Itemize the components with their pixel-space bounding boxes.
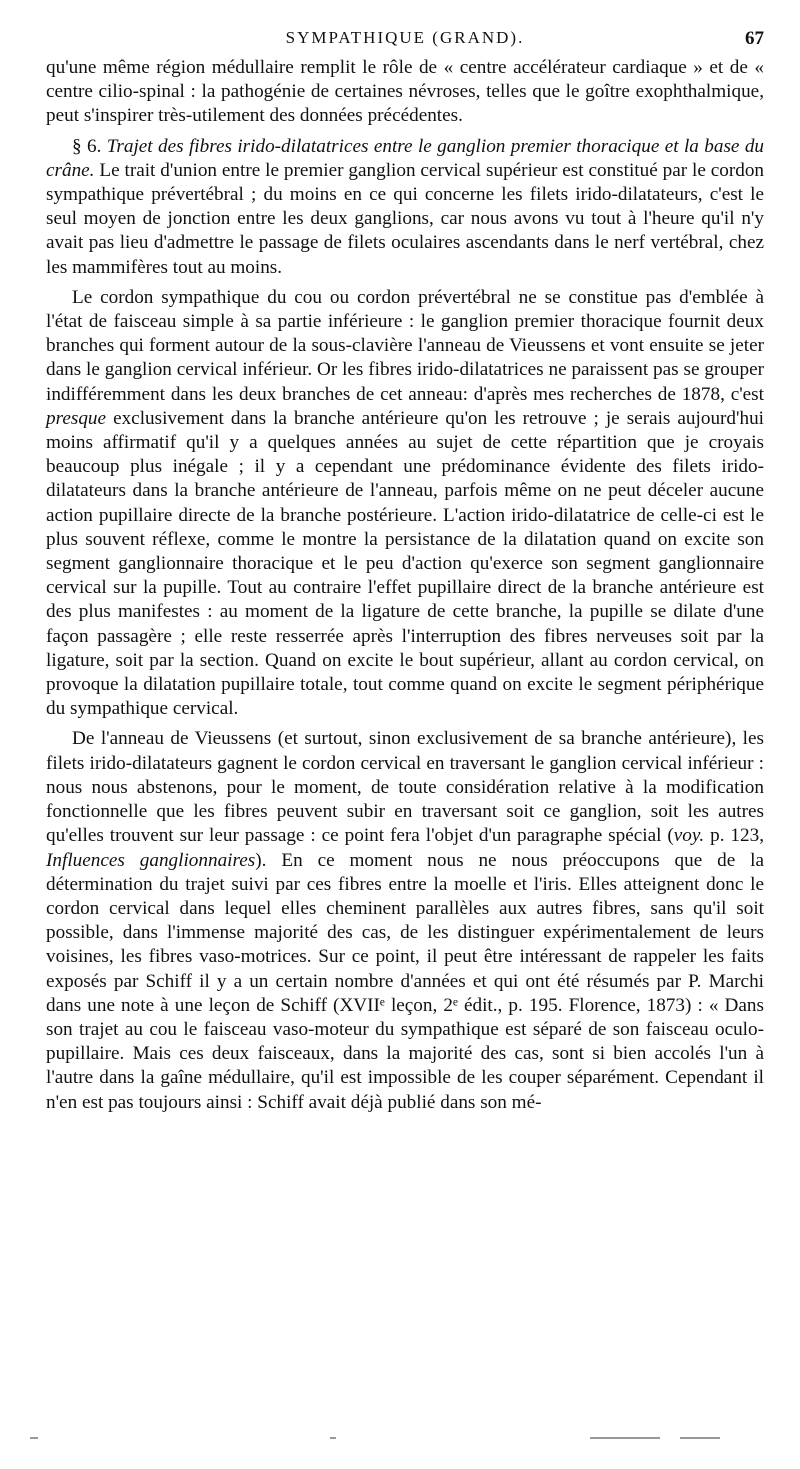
scan-speck — [30, 1437, 38, 1439]
running-head — [46, 28, 764, 56]
running-title: SYMPATHIQUE (GRAND). — [285, 28, 525, 47]
reference-page: p. 123, — [710, 825, 764, 847]
paragraph-cordon-sympathique — [46, 286, 764, 722]
page-number: 67 — [745, 28, 764, 49]
paragraph-text: qu'une même région médullaire remplit le rôle de « centre accélérateur cardiaque » et de « centre cilio-spinal : la pathogénie de certaines névroses, telles que le goître exophthalmique, peut s'inspirer très-utilement des données précédentes. — [46, 57, 764, 127]
paragraph-text: Le trait d'union entre le premier ganglion cervical supérieur est constitué par le cordon sympathique prévertébral ; du moins en ce qui concerne les filets irido-dilatateurs, c'est le seul moyen de jonction entre les deux ganglions, car nous avons vu tout à l'heure qu'il n'y avait pas lieu d'admettre le passage de filets oculaires ascendants dans le nerf vertébral, chez les mammifères tout au moins. — [46, 159, 765, 278]
paragraph-text-after: exclusivement dans la branche antérieure qu'on les retrouve ; je serais aujourd'hui moins affirmatif qu'il y a quelques années au sujet de cette répartition que je croyais beaucoup plus inégale ; il y a cependant une prédominance évidente des filets irido-dilatateurs dans la branche antérieure de l'anneau, parfois même on ne peut déceler aucune action pupillaire directe de la branche postérieure. L'action irido-dilatatrice de celle-ci est le plus souvent réflexe, comme le montre la persistance de la dilatation quand on excite son segment ganglionnaire thoracique et le peu d'action qu'exerce son segment ganglionnaire cervical sur la pupille. Tout au contraire l'effet pupillaire direct de la branche antérieure est des plus manifestes : au moment de la ligature de cette branche, la pupille se dilate d'une façon passagère ; elle reste resserrée après l'interruption des fibres nerveuses soit par la ligature, soit par la section. Quand on excite le bout supérieur, allant au cordon cervical, on provoque la dilatation pupillaire totale, tout comme quand on excite le segment périphérique du sympathique cervical. — [46, 407, 764, 720]
scan-speck — [330, 1437, 336, 1439]
section-heading: Trajet des fibres irido-dilatatrices entre le ganglion premier thoracique et la base du crâne. — [46, 135, 765, 181]
paragraph-text-after: ). En ce moment nous ne nous préoccupons que de la détermination du trajet suivi par ces fibres entre la moelle et l'iris. Elles atteignent donc le cordon cervical dans lequel elles cheminent parallèles aux autres fibres, sans qu'il soit possible, dans l'immense majorité des cas, de les distinguer expérimentalement de leurs voisines, les fibres vaso-motrices. Sur ce point, il peut être intéressant de rappeler les faits exposés par Schiff il y a un certain nombre d'années et qui ont été résumés par P. Marchi dans une note à une leçon de Schiff (XVIIᵉ leçon, 2ᵉ édit., p. 195. Florence, 1873) : « Dans son trajet au cou le faisceau vaso-moteur du sympathique est séparé de son faisceau oculo-pupillaire. Mais ces deux faisceaux, dans la majorité des cas, sont si bien accolés l'un à l'autre dans la gaîne médullaire, qu'il est impossible de les couper séparément. Cependant il n'en est pas toujours ainsi : Schiff avait déjà publié dans son mé- — [46, 849, 764, 1113]
section-number: § 6. — [72, 135, 102, 157]
paragraph-text-before: De l'anneau de Vieussens (et surtout, sinon exclusivement de sa branche antérieure), les filets irido-dilatateurs gagnent le cordon cervical en traversant le ganglion cervical inférieur : nous nous abstenons, pour le moment, de toute considération relative à la modification fonctionnelle que les fibres peuvent subir en traversant soit ce ganglion, soit les autres qu'elles trouvent sur leur passage : ce point fera l'objet d'un paragraphe spécial ( — [46, 728, 764, 847]
reference-title: Influences ganglionnaires — [46, 849, 256, 871]
emphasis-word: presque — [46, 407, 107, 429]
scan-speck — [680, 1437, 720, 1439]
paragraph-section-6 — [46, 135, 764, 280]
book-page — [46, 28, 764, 1115]
reference-voy: voy. — [673, 825, 705, 847]
scan-artifacts — [30, 1437, 770, 1443]
scan-speck — [590, 1437, 660, 1439]
paragraph-text-before: Le cordon sympathique du cou ou cordon prévertébral ne se constitue pas d'emblée à l'état de faisceau simple à sa partie inférieure : le ganglion premier thoracique fournit deux branches qui forment autour de la sous-clavière l'anneau de Vieussens et vont ensuite se jeter dans le ganglion cervical inférieur. Or les fibres irido-dilatatrices ne paraissent pas se grouper indifféremment dans les deux branches de cet anneau: d'après mes recherches de 1878, c'est — [46, 286, 764, 405]
paragraph-continuation — [46, 56, 764, 129]
paragraph-anneau-vieussens — [46, 727, 764, 1114]
